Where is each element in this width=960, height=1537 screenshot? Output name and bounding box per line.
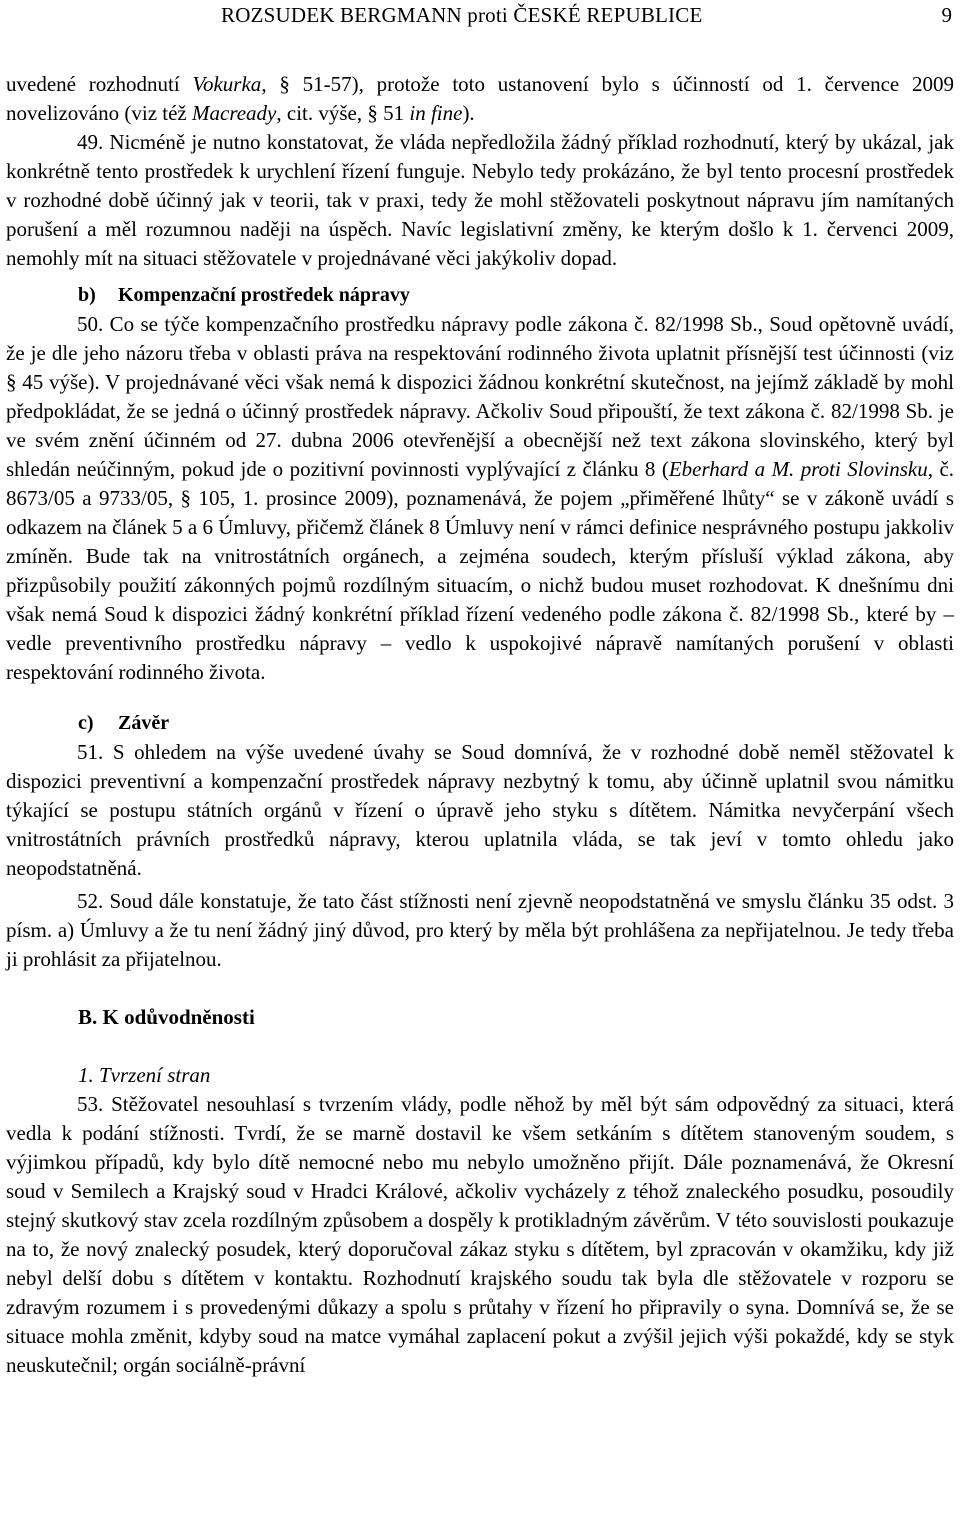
section-heading-merits: B. K odůvodněnosti — [78, 1005, 255, 1029]
text-run: , č. 8673/05 a 9733/05, § 105, 1. prosince 2009), poznamenává, že pojem „přiměřené lhůty“ se v zákoně uvádí s odkazem na článek 5 a 6 Úmluvy, přičemž článek 8 Úmluvy není v rámci definice nesprávného postupu jakkoliv zmíněn. Bude tak na vnitrostátních orgánech, a zejména soudech, kterým přísluší výklad zákona, aby přizpůsobily použití zákonných pojmů rozdílným situacím, o nichž budou muset rozhodovat. K dnešnímu dni však nemá Soud k dispozici žádný konkrétní příklad řízení vedeného podle zákona č. 82/1998 Sb., které by – vedle preventivního prostředku nápravy – vedlo k uspokojivé nápravě namítaných porušení v oblasti respektování rodinného života. — [6, 457, 955, 684]
section-heading-c — [6, 709, 954, 738]
paragraph-50 — [6, 310, 954, 687]
running-title: ROZSUDEK BERGMANN proti ČESKÉ REPUBLICE — [221, 3, 703, 27]
case-name: Macready — [192, 101, 277, 125]
text-run: uvedené rozhodnutí — [6, 72, 193, 96]
text-run: , § 51-57), protože toto ustanovení bylo s účinností od 1. července 2009 novelizováno (viz též — [6, 72, 954, 125]
paragraph-49: 49. Nicméně je nutno konstatovat, že vláda nepředložila žádný příklad rozhodnutí, který by ukázal, jak konkrétně tento prostředek k urychlení řízení funguje. Nebylo tedy prokázáno, že byl tento procesní prostředek v rozhodné době účinný jak v teorii, tak v praxi, tedy že mohl stěžovateli poskytnout nápravu jím namítaných porušení a měl rozumnou naději na úspěch. Navíc legislativní změny, ke kterým došlo k 1. červenci 2009, nemohly mít na situaci stěžovatele v projednávané věci jakýkoliv dopad. — [6, 130, 954, 270]
heading-label: b) — [78, 284, 96, 306]
paragraph-51: 51. S ohledem na výše uvedené úvahy se Soud domnívá, že v rozhodné době neměl stěžovatel k dispozici preventivní a kompenzační prostředek nápravy nezbytný k tomu, aby účinně uplatnil svou námitku týkající se postupu státních orgánů v řízení o úpravě jeho styku s dítětem. Námitka nevyčerpání všech vnitrostátních právních prostředků nápravy, kterou uplatnila vláda, se tak jeví v tomto ohledu jako neopodstatněná. — [6, 740, 954, 880]
section-heading-b — [6, 281, 954, 310]
text-run: , cit. výše, § 51 — [276, 101, 410, 125]
heading-text: Závěr — [118, 712, 170, 734]
heading-text: Kompenzační prostředek nápravy — [118, 284, 410, 306]
text-run: 50. Co se týče kompenzačního prostředku nápravy podle zákona č. 82/1998 Sb., Soud opětovně uvádí, že je dle jeho názoru třeba v oblasti práva na respektování rodinného života uplatnit přísnější test účinnosti (viz § 45 výše). V projednávané věci však nemá k dispozici žádnou konkrétní skutečnost, na jejímž základě by mohl předpokládat, že se jedná o účinný prostředek nápravy. Ačkoliv Soud připouští, že text zákona č. 82/1998 Sb. je ve svém znění účinném od 27. dubna 2006 otevřenější a obecnější než text zákona slovinského, který byl shledán neúčinným, pokud jde o pozitivní povinnosti vyplývající z článku 8 ( — [6, 312, 954, 481]
paragraph-48-continuation — [6, 70, 954, 128]
paragraph-52: 52. Soud dále konstatuje, že tato část stížnosti není zjevně neopodstatněná ve smyslu článku 35 odst. 3 písm. a) Úmluvy a že tu není žádný jiný důvod, pro který by měla být prohlášena za nepřijatelnou. Je tedy třeba ji prohlásit za přijatelnou. — [6, 889, 954, 971]
case-name: Eberhard a M. proti Slovinsku — [668, 457, 928, 481]
case-name: Vokurka — [192, 72, 262, 96]
document-body — [6, 70, 954, 1380]
subsection-heading-parties: 1. Tvrzení stran — [78, 1063, 211, 1087]
latin-phrase: in fine — [409, 101, 463, 125]
paragraph-53: 53. Stěžovatel nesouhlasí s tvrzením vlády, podle něhož by měl být sám odpovědný za situaci, která vedla k podání stížnosti. Tvrdí, že se marně dostavil ke všem setkáním s dítětem stanoveným soudem, s výjimkou případů, kdy bylo dítě nemocné nebo mu nebylo umožněno přijít. Dále poznamenává, že Okresní soud v Semilech a Krajský soud v Hradci Králové, ačkoliv vycházely z téhož znaleckého posudku, posoudily stejný skutkový stav zcela rozdílným způsobem a dospěly k protikladným závěrům. V této souvislosti poukazuje na to, že nový znalecký posudek, který doporučoval zákaz styku s dítětem, byl zpracován v okamžiku, kdy již nebyl delší dobu s dítětem v kontaktu. Rozhodnutí krajského soudu tak byla dle stěžovatele v rozporu se zdravým rozumem i s provedenými důkazy a spolu s průtahy v řízení ho připravily o syna. Domnívá se, že se situace mohla změnit, kdyby soud na matce vymáhal zaplacení pokut a zvýšil jejich výši pokaždé, kdy se styk neuskutečnil; orgán sociálně-právní — [6, 1092, 954, 1377]
heading-label: c) — [78, 712, 94, 734]
text-run: ). — [462, 101, 475, 125]
page-header — [0, 0, 960, 36]
page-number: 9 — [941, 3, 952, 27]
